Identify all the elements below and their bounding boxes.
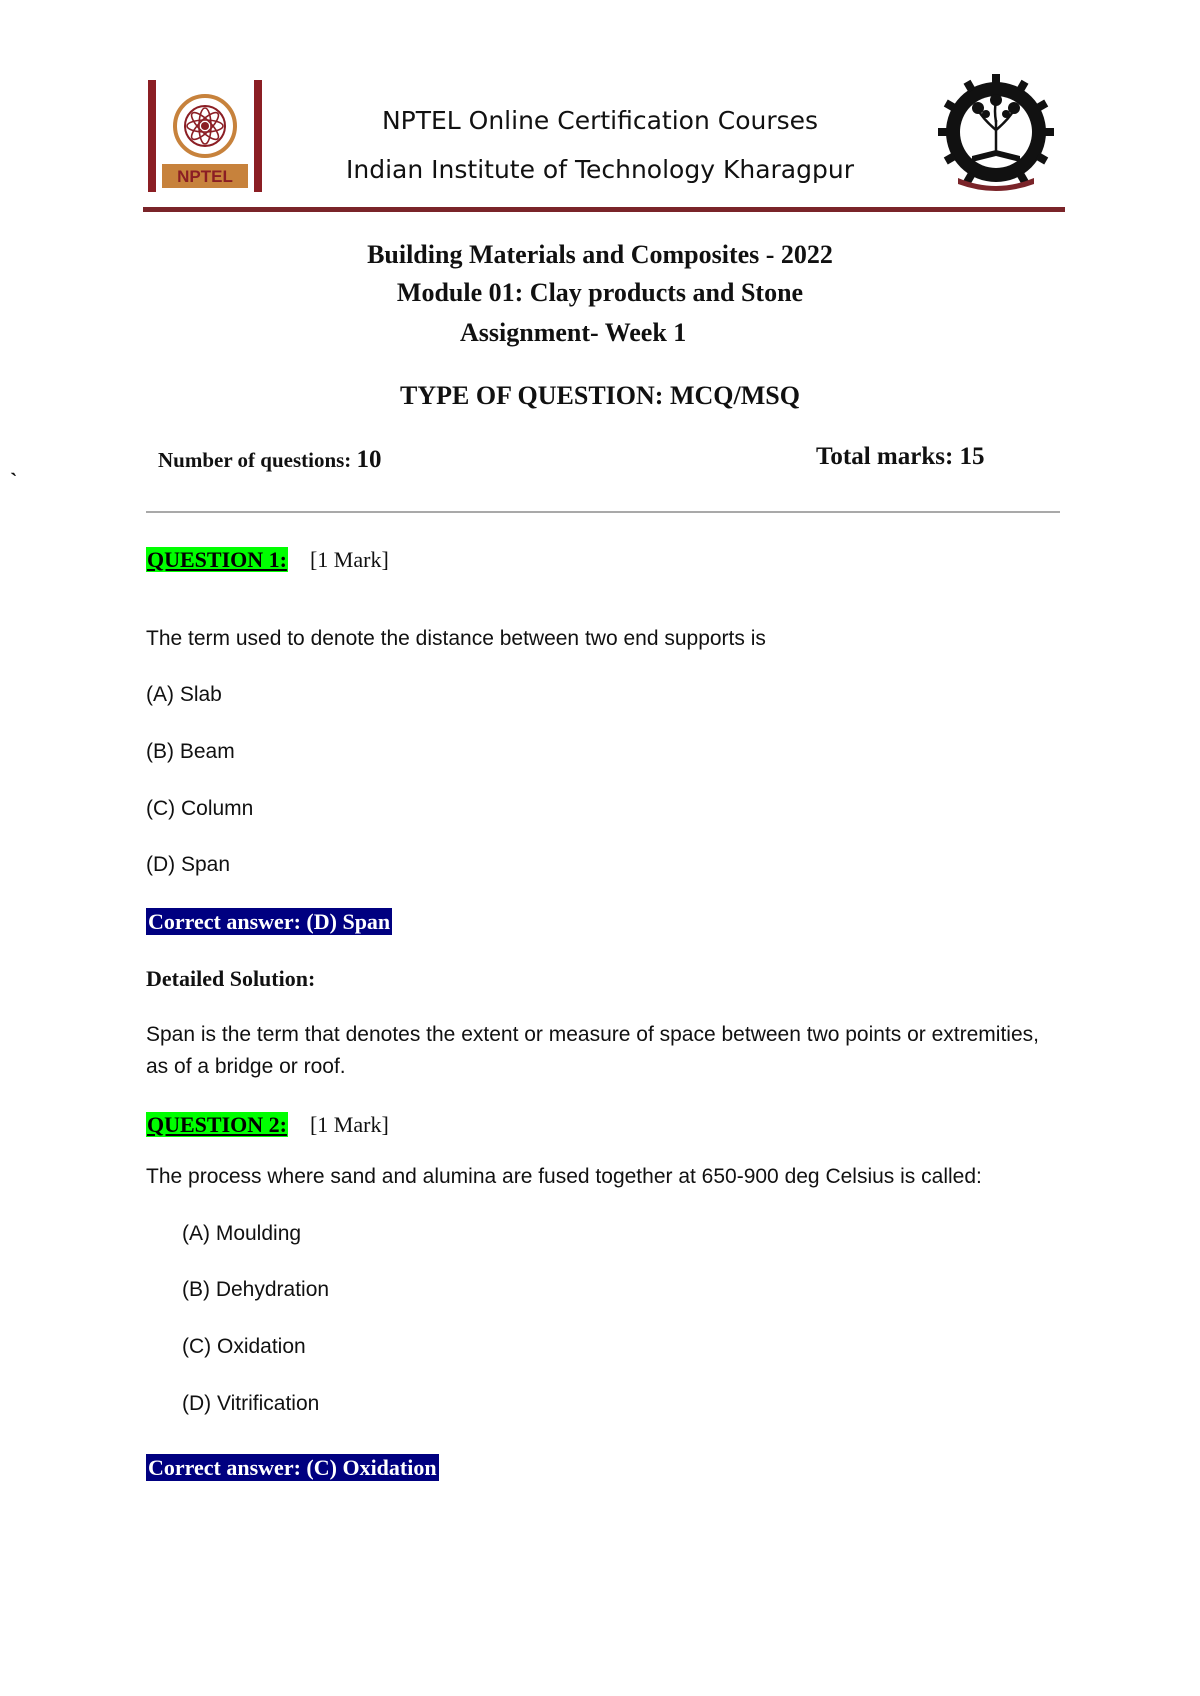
question-1-solution-heading: Detailed Solution:: [146, 966, 316, 991]
course-title: Building Materials and Composites - 2022: [367, 240, 833, 269]
question-2-answer-text: Correct answer: (C) Oxidation: [148, 1455, 437, 1480]
question-1-header: [146, 547, 389, 573]
header-divider: [143, 207, 1065, 212]
question-2-label: QUESTION 2:: [147, 1112, 287, 1137]
section-divider: [146, 511, 1060, 513]
question-2-option-d: (D) Vitrification: [182, 1392, 320, 1415]
num-questions-value: 10: [356, 446, 382, 473]
number-of-questions: [158, 446, 382, 474]
stray-mark: `: [10, 468, 18, 493]
question-1-option-c: (C) Column: [146, 797, 254, 820]
question-1-marks: [1 Mark]: [309, 547, 389, 572]
question-1-solution-line-2: as of a bridge or roof.: [146, 1055, 346, 1078]
question-2-option-a: (A) Moulding: [182, 1222, 302, 1245]
num-questions-label: Number of questions:: [158, 448, 352, 472]
total-marks: Total marks: 15: [816, 443, 985, 470]
assignment-title: Assignment- Week 1: [460, 318, 687, 347]
question-1-answer-text: Correct answer: (D) Span: [148, 909, 391, 934]
question-1-text: The term used to denote the distance between two end supports is: [146, 627, 766, 650]
question-type-title: TYPE OF QUESTION: MCQ/MSQ: [400, 381, 800, 410]
question-2-marks: [1 Mark]: [309, 1112, 389, 1137]
question-1-solution-line-1: Span is the term that denotes the extent or measure of space between two points or extremities,: [146, 1023, 1039, 1046]
question-2-text: The process where sand and alumina are fused together at 650-900 deg Celsius is called:: [146, 1165, 982, 1188]
svg-text:NPTEL: NPTEL: [177, 167, 233, 186]
question-1-option-b: (B) Beam: [146, 740, 235, 763]
question-2-answer: [146, 1455, 439, 1481]
module-title: Module 01: Clay products and Stone: [396, 278, 804, 307]
question-1-option-a: (A) Slab: [146, 683, 222, 706]
question-2-option-b: (B) Dehydration: [182, 1278, 330, 1301]
question-2-header: [146, 1112, 389, 1138]
question-2-option-c: (C) Oxidation: [182, 1335, 306, 1358]
iit-kharagpur-seal-logo: [932, 70, 1060, 198]
question-1-label: QUESTION 1:: [147, 547, 287, 572]
question-1-answer: [146, 909, 392, 935]
org-title: NPTEL Online Certification Courses: [381, 106, 819, 135]
institute-title: Indian Institute of Technology Kharagpur: [346, 155, 854, 184]
question-1-option-d: (D) Span: [146, 853, 231, 876]
